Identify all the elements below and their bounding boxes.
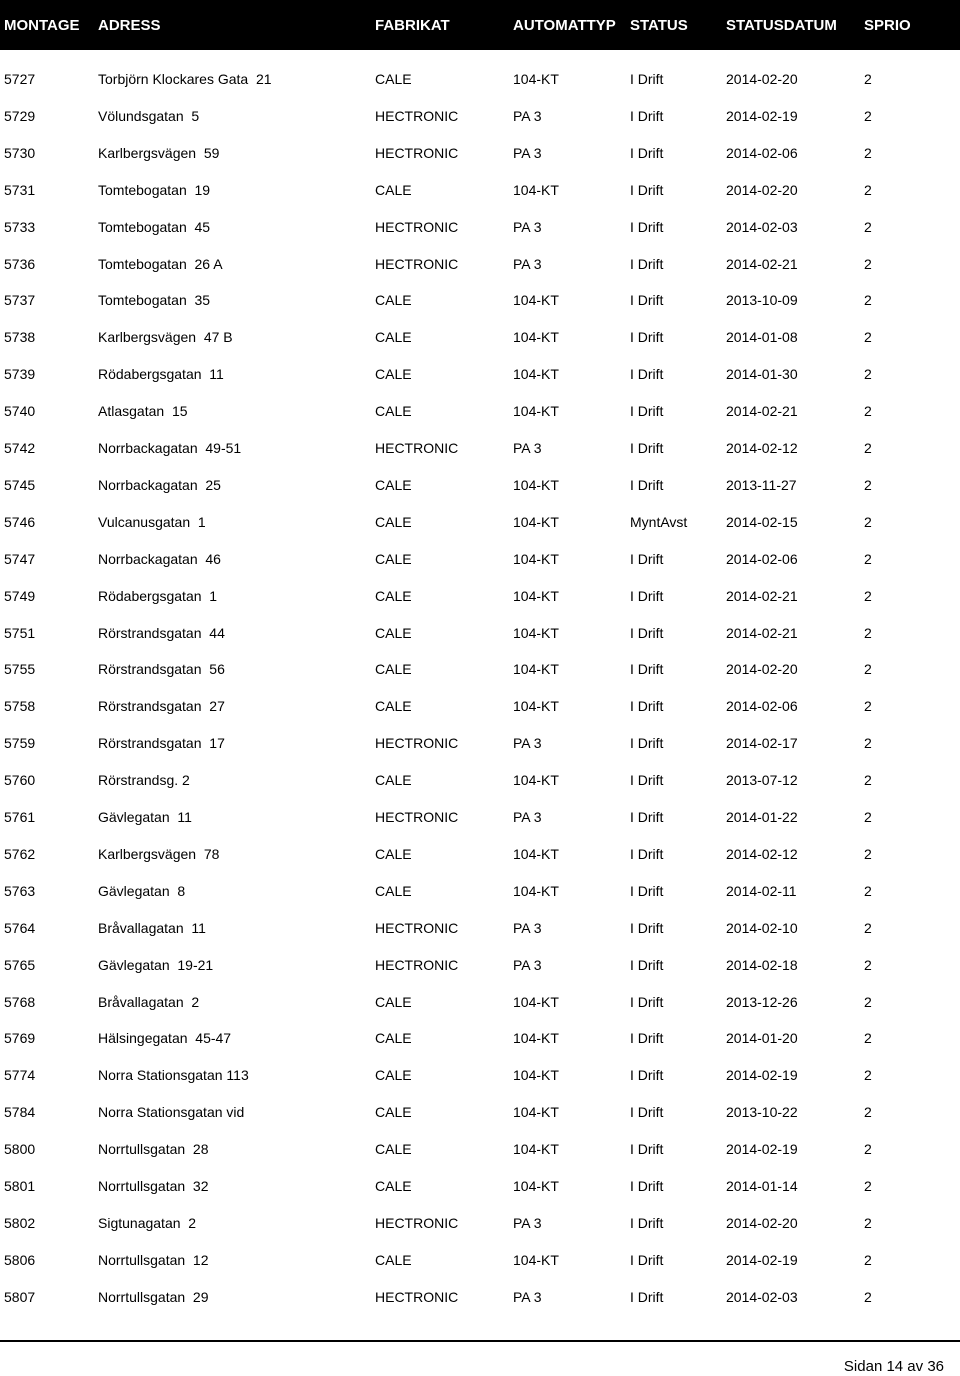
table-row (0, 69, 960, 89)
cell-automattyp: 104-KT (513, 366, 559, 383)
cell-adress: Bråvallagatan 2 (98, 993, 200, 1010)
cell-sprio: 2 (864, 144, 872, 161)
cell-fabrikat: CALE (375, 329, 412, 346)
cell-status: I Drift (630, 144, 664, 161)
cell-adress: Vulcanusgatan 1 (98, 513, 206, 530)
cell-automattyp: 104-KT (513, 1178, 559, 1194)
table-row (0, 623, 960, 643)
cell-status: I Drift (630, 809, 664, 825)
cell-fabrikat: CALE (375, 181, 412, 198)
table-row (0, 586, 960, 606)
cell-adress: Norra Stationsgatan vid (98, 1104, 245, 1121)
cell-automattyp: 104-KT (513, 993, 559, 1010)
cell-fabrikat: CALE (375, 71, 412, 87)
cell-statusdatum: 2014-02-20 (726, 71, 798, 87)
cell-status: I Drift (630, 1104, 664, 1121)
cell-fabrikat: HECTRONIC (375, 144, 459, 161)
cell-automattyp: 104-KT (513, 624, 559, 641)
cell-statusdatum: 2014-02-21 (726, 403, 798, 420)
cell-montage: 5762 (4, 845, 36, 862)
table-row (0, 659, 960, 679)
cell-automattyp: 104-KT (513, 587, 559, 604)
cell-montage: 5739 (4, 366, 36, 383)
cell-automattyp: PA 3 (513, 919, 542, 936)
cell-statusdatum: 2014-02-17 (726, 735, 798, 752)
table-row (0, 881, 960, 901)
cell-status: I Drift (630, 1288, 664, 1305)
cell-sprio: 2 (864, 218, 872, 235)
cell-statusdatum: 2014-02-19 (726, 1067, 798, 1084)
table-row (0, 290, 960, 310)
header-fabrikat: FABRIKAT (375, 17, 450, 34)
cell-adress: Rödabergsgatan 1 (98, 587, 218, 604)
cell-fabrikat: CALE (375, 366, 412, 383)
cell-automattyp: 104-KT (513, 1141, 559, 1158)
cell-fabrikat: CALE (375, 845, 412, 862)
cell-sprio: 2 (864, 1104, 872, 1121)
cell-automattyp: 104-KT (513, 698, 559, 715)
cell-status: I Drift (630, 956, 664, 973)
cell-statusdatum: 2014-02-12 (726, 845, 798, 862)
cell-sprio: 2 (864, 919, 872, 936)
cell-statusdatum: 2014-02-18 (726, 956, 798, 973)
cell-fabrikat: CALE (375, 1067, 412, 1084)
table-row (0, 696, 960, 716)
cell-adress: Torbjörn Klockares Gata 21 (98, 71, 272, 87)
footer-divider (0, 1340, 960, 1342)
cell-statusdatum: 2014-02-21 (726, 624, 798, 641)
cell-fabrikat: CALE (375, 1141, 412, 1158)
cell-sprio: 2 (864, 1030, 872, 1047)
cell-automattyp: 104-KT (513, 1104, 559, 1121)
table-row (0, 364, 960, 384)
cell-adress: Tomtebogatan 26 A (98, 255, 223, 272)
cell-statusdatum: 2013-12-26 (726, 993, 798, 1010)
table-row (0, 1287, 960, 1307)
cell-adress: Tomtebogatan 45 (98, 218, 211, 235)
cell-montage: 5745 (4, 476, 36, 493)
cell-fabrikat: CALE (375, 476, 412, 493)
cell-adress: Hälsingegatan 45-47 (98, 1030, 232, 1047)
cell-status: I Drift (630, 71, 664, 87)
table-row (0, 401, 960, 421)
cell-sprio: 2 (864, 329, 872, 346)
cell-statusdatum: 2013-10-09 (726, 292, 798, 309)
cell-adress: Norrbackagatan 25 (98, 476, 221, 493)
cell-montage: 5763 (4, 882, 36, 899)
table-row (0, 1213, 960, 1233)
cell-montage: 5774 (4, 1067, 36, 1084)
cell-status: I Drift (630, 329, 664, 346)
cell-status: I Drift (630, 1214, 664, 1231)
cell-statusdatum: 2014-02-06 (726, 144, 798, 161)
cell-sprio: 2 (864, 1141, 872, 1158)
cell-adress: Bråvallagatan 11 (98, 919, 206, 936)
cell-montage: 5802 (4, 1214, 36, 1231)
cell-fabrikat: HECTRONIC (375, 735, 459, 752)
cell-status: I Drift (630, 107, 664, 124)
cell-montage: 5746 (4, 513, 36, 530)
cell-montage: 5761 (4, 809, 36, 825)
cell-statusdatum: 2014-02-03 (726, 1288, 798, 1305)
cell-adress: Karlbergsvägen 59 (98, 144, 220, 161)
table-row (0, 143, 960, 163)
cell-adress: Atlasgatan 15 (98, 403, 188, 420)
cell-adress: Norrbackagatan 49-51 (98, 440, 242, 456)
cell-adress: Tomtebogatan 19 (98, 181, 211, 198)
cell-sprio: 2 (864, 845, 872, 862)
cell-montage: 5800 (4, 1141, 36, 1158)
cell-statusdatum: 2014-02-10 (726, 919, 798, 936)
header-montage: MONTAGE (4, 17, 80, 34)
cell-sprio: 2 (864, 809, 872, 825)
cell-fabrikat: HECTRONIC (375, 107, 459, 124)
table-row (0, 106, 960, 126)
cell-sprio: 2 (864, 735, 872, 752)
cell-statusdatum: 2014-02-19 (726, 1141, 798, 1158)
table-row (0, 438, 960, 458)
cell-status: I Drift (630, 1030, 664, 1047)
cell-status: I Drift (630, 1178, 664, 1194)
cell-automattyp: PA 3 (513, 144, 542, 161)
cell-fabrikat: HECTRONIC (375, 1214, 459, 1231)
cell-fabrikat: CALE (375, 587, 412, 604)
cell-sprio: 2 (864, 71, 872, 87)
cell-sprio: 2 (864, 1067, 872, 1084)
cell-automattyp: 104-KT (513, 661, 559, 678)
cell-fabrikat: CALE (375, 993, 412, 1010)
cell-status: I Drift (630, 919, 664, 936)
cell-automattyp: 104-KT (513, 329, 559, 346)
table-row (0, 475, 960, 495)
table-row (0, 955, 960, 975)
cell-montage: 5768 (4, 993, 36, 1010)
cell-montage: 5738 (4, 329, 36, 346)
cell-adress: Sigtunagatan 2 (98, 1214, 197, 1231)
cell-adress: Rörstrandsgatan 44 (98, 624, 225, 641)
table-row (0, 1139, 960, 1159)
header-sprio: SPRIO (864, 17, 911, 34)
cell-sprio: 2 (864, 1288, 872, 1305)
cell-adress: Norrtullsgatan 32 (98, 1178, 209, 1194)
cell-status: I Drift (630, 218, 664, 235)
cell-fabrikat: HECTRONIC (375, 218, 459, 235)
cell-status: I Drift (630, 735, 664, 752)
cell-adress: Völundsgatan 5 (98, 107, 200, 124)
cell-montage: 5755 (4, 661, 36, 678)
cell-sprio: 2 (864, 993, 872, 1010)
table-row (0, 992, 960, 1012)
cell-automattyp: 104-KT (513, 882, 559, 899)
cell-fabrikat: HECTRONIC (375, 956, 459, 973)
cell-status: I Drift (630, 476, 664, 493)
cell-statusdatum: 2013-07-12 (726, 772, 798, 789)
cell-montage: 5764 (4, 919, 36, 936)
cell-status: I Drift (630, 550, 664, 567)
cell-status: I Drift (630, 845, 664, 862)
cell-montage: 5742 (4, 440, 36, 456)
table-row (0, 807, 960, 827)
cell-fabrikat: CALE (375, 403, 412, 420)
table-row (0, 1102, 960, 1122)
cell-statusdatum: 2014-02-21 (726, 587, 798, 604)
cell-fabrikat: CALE (375, 882, 412, 899)
table-row (0, 844, 960, 864)
cell-sprio: 2 (864, 292, 872, 309)
cell-automattyp: 104-KT (513, 181, 559, 198)
cell-fabrikat: CALE (375, 292, 412, 309)
cell-status: I Drift (630, 366, 664, 383)
cell-fabrikat: CALE (375, 772, 412, 789)
cell-status: I Drift (630, 403, 664, 420)
cell-statusdatum: 2014-02-15 (726, 513, 798, 530)
cell-adress: Norrtullsgatan 12 (98, 1251, 209, 1268)
cell-statusdatum: 2014-02-20 (726, 661, 798, 678)
cell-adress: Rörstrandsg. 2 (98, 772, 190, 789)
cell-statusdatum: 2014-02-06 (726, 698, 798, 715)
cell-automattyp: PA 3 (513, 218, 542, 235)
cell-adress: Gävlegatan 8 (98, 882, 186, 899)
cell-automattyp: 104-KT (513, 550, 559, 567)
cell-sprio: 2 (864, 1251, 872, 1268)
cell-adress: Norrbackagatan 46 (98, 550, 221, 567)
cell-fabrikat: CALE (375, 1178, 412, 1194)
cell-adress: Norra Stationsgatan 113 (98, 1067, 249, 1084)
cell-automattyp: 104-KT (513, 513, 559, 530)
cell-adress: Rörstrandsgatan 56 (98, 661, 225, 678)
table-row (0, 180, 960, 200)
cell-sprio: 2 (864, 107, 872, 124)
cell-status: I Drift (630, 624, 664, 641)
cell-statusdatum: 2014-01-08 (726, 329, 798, 346)
cell-status: I Drift (630, 255, 664, 272)
header-status: STATUS (630, 17, 688, 34)
header-statusdatum: STATUSDATUM (726, 17, 837, 34)
header-automattyp: AUTOMATTYP (513, 17, 616, 34)
cell-automattyp: PA 3 (513, 1288, 542, 1305)
cell-automattyp: PA 3 (513, 440, 542, 456)
cell-statusdatum: 2014-02-19 (726, 107, 798, 124)
cell-adress: Karlbergsvägen 47 B (98, 329, 233, 346)
cell-sprio: 2 (864, 366, 872, 383)
cell-fabrikat: CALE (375, 513, 412, 530)
cell-fabrikat: CALE (375, 550, 412, 567)
table-row (0, 549, 960, 569)
cell-statusdatum: 2014-02-06 (726, 550, 798, 567)
cell-adress: Rödabergsgatan 11 (98, 366, 224, 383)
cell-automattyp: PA 3 (513, 735, 542, 752)
cell-fabrikat: CALE (375, 1251, 412, 1268)
cell-automattyp: PA 3 (513, 107, 542, 124)
cell-sprio: 2 (864, 1178, 872, 1194)
cell-montage: 5759 (4, 735, 36, 752)
cell-montage: 5784 (4, 1104, 36, 1121)
cell-adress: Rörstrandsgatan 27 (98, 698, 225, 715)
cell-adress: Norrtullsgatan 29 (98, 1288, 209, 1305)
cell-statusdatum: 2014-02-03 (726, 218, 798, 235)
cell-statusdatum: 2014-01-30 (726, 366, 798, 383)
cell-status: I Drift (630, 292, 664, 309)
cell-statusdatum: 2014-02-19 (726, 1251, 798, 1268)
cell-automattyp: 104-KT (513, 845, 559, 862)
cell-montage: 5731 (4, 181, 36, 198)
cell-sprio: 2 (864, 587, 872, 604)
table-row (0, 254, 960, 274)
cell-automattyp: 104-KT (513, 772, 559, 789)
table-row (0, 1028, 960, 1048)
cell-montage: 5806 (4, 1251, 36, 1268)
cell-montage: 5736 (4, 255, 36, 272)
cell-sprio: 2 (864, 956, 872, 973)
cell-sprio: 2 (864, 513, 872, 530)
cell-sprio: 2 (864, 661, 872, 678)
table-row (0, 217, 960, 237)
cell-sprio: 2 (864, 882, 872, 899)
cell-status: I Drift (630, 661, 664, 678)
cell-fabrikat: HECTRONIC (375, 440, 459, 456)
cell-status: I Drift (630, 1067, 664, 1084)
cell-statusdatum: 2014-01-14 (726, 1178, 798, 1194)
cell-status: I Drift (630, 772, 664, 789)
cell-montage: 5760 (4, 772, 36, 789)
cell-montage: 5758 (4, 698, 36, 715)
cell-sprio: 2 (864, 624, 872, 641)
table-header (0, 0, 960, 50)
cell-automattyp: 104-KT (513, 403, 559, 420)
cell-adress: Gävlegatan 11 (98, 809, 192, 825)
cell-montage: 5747 (4, 550, 36, 567)
cell-fabrikat: CALE (375, 661, 412, 678)
cell-statusdatum: 2014-02-20 (726, 1214, 798, 1231)
page-number: Sidan 14 av 36 (843, 1358, 944, 1375)
table-row (0, 770, 960, 790)
cell-fabrikat: HECTRONIC (375, 809, 459, 825)
cell-status: I Drift (630, 181, 664, 198)
cell-fabrikat: HECTRONIC (375, 1288, 459, 1305)
cell-status: I Drift (630, 1251, 664, 1268)
cell-fabrikat: CALE (375, 1030, 412, 1047)
cell-statusdatum: 2014-02-20 (726, 181, 798, 198)
table-row (0, 1065, 960, 1085)
cell-fabrikat: CALE (375, 624, 412, 641)
cell-montage: 5733 (4, 218, 36, 235)
header-adress: ADRESS (98, 17, 161, 34)
cell-adress: Norrtullsgatan 28 (98, 1141, 209, 1158)
cell-adress: Rörstrandsgatan 17 (98, 735, 225, 752)
cell-montage: 5765 (4, 956, 36, 973)
table-row (0, 918, 960, 938)
cell-automattyp: PA 3 (513, 956, 542, 973)
table-row (0, 512, 960, 532)
cell-automattyp: PA 3 (513, 1214, 542, 1231)
cell-sprio: 2 (864, 403, 872, 420)
cell-fabrikat: HECTRONIC (375, 919, 459, 936)
cell-automattyp: 104-KT (513, 1251, 559, 1268)
cell-automattyp: 104-KT (513, 292, 559, 309)
cell-montage: 5769 (4, 1030, 36, 1047)
cell-automattyp: PA 3 (513, 809, 542, 825)
cell-montage: 5737 (4, 292, 36, 309)
cell-status: I Drift (630, 1141, 664, 1158)
table-row (0, 327, 960, 347)
table-row (0, 733, 960, 753)
cell-statusdatum: 2014-02-21 (726, 255, 798, 272)
cell-montage: 5807 (4, 1288, 36, 1305)
cell-adress: Tomtebogatan 35 (98, 292, 211, 309)
cell-automattyp: PA 3 (513, 255, 542, 272)
cell-montage: 5740 (4, 403, 36, 420)
cell-sprio: 2 (864, 698, 872, 715)
cell-fabrikat: CALE (375, 1104, 412, 1121)
cell-montage: 5730 (4, 144, 36, 161)
cell-status: I Drift (630, 587, 664, 604)
cell-statusdatum: 2014-01-20 (726, 1030, 798, 1047)
cell-fabrikat: HECTRONIC (375, 255, 459, 272)
cell-montage: 5801 (4, 1178, 36, 1194)
cell-adress: Gävlegatan 19-21 (98, 956, 214, 973)
cell-status: I Drift (630, 698, 664, 715)
cell-sprio: 2 (864, 772, 872, 789)
cell-fabrikat: CALE (375, 698, 412, 715)
table-row (0, 1250, 960, 1270)
cell-automattyp: 104-KT (513, 1067, 559, 1084)
cell-automattyp: 104-KT (513, 1030, 559, 1047)
cell-montage: 5727 (4, 71, 36, 87)
cell-sprio: 2 (864, 181, 872, 198)
cell-status: I Drift (630, 440, 664, 456)
cell-status: I Drift (630, 882, 664, 899)
cell-automattyp: 104-KT (513, 71, 559, 87)
cell-montage: 5749 (4, 587, 36, 604)
cell-sprio: 2 (864, 1214, 872, 1231)
cell-sprio: 2 (864, 476, 872, 493)
cell-sprio: 2 (864, 255, 872, 272)
cell-status: I Drift (630, 993, 664, 1010)
cell-statusdatum: 2014-01-22 (726, 809, 798, 825)
cell-statusdatum: 2014-02-12 (726, 440, 798, 456)
table-row (0, 1176, 960, 1196)
cell-statusdatum: 2014-02-11 (726, 882, 797, 899)
cell-automattyp: 104-KT (513, 476, 559, 493)
cell-adress: Karlbergsvägen 78 (98, 845, 220, 862)
cell-montage: 5751 (4, 624, 36, 641)
cell-sprio: 2 (864, 550, 872, 567)
cell-montage: 5729 (4, 107, 36, 124)
cell-status: MyntAvst (630, 513, 688, 530)
cell-statusdatum: 2013-11-27 (726, 476, 797, 493)
cell-sprio: 2 (864, 440, 872, 456)
cell-statusdatum: 2013-10-22 (726, 1104, 798, 1121)
